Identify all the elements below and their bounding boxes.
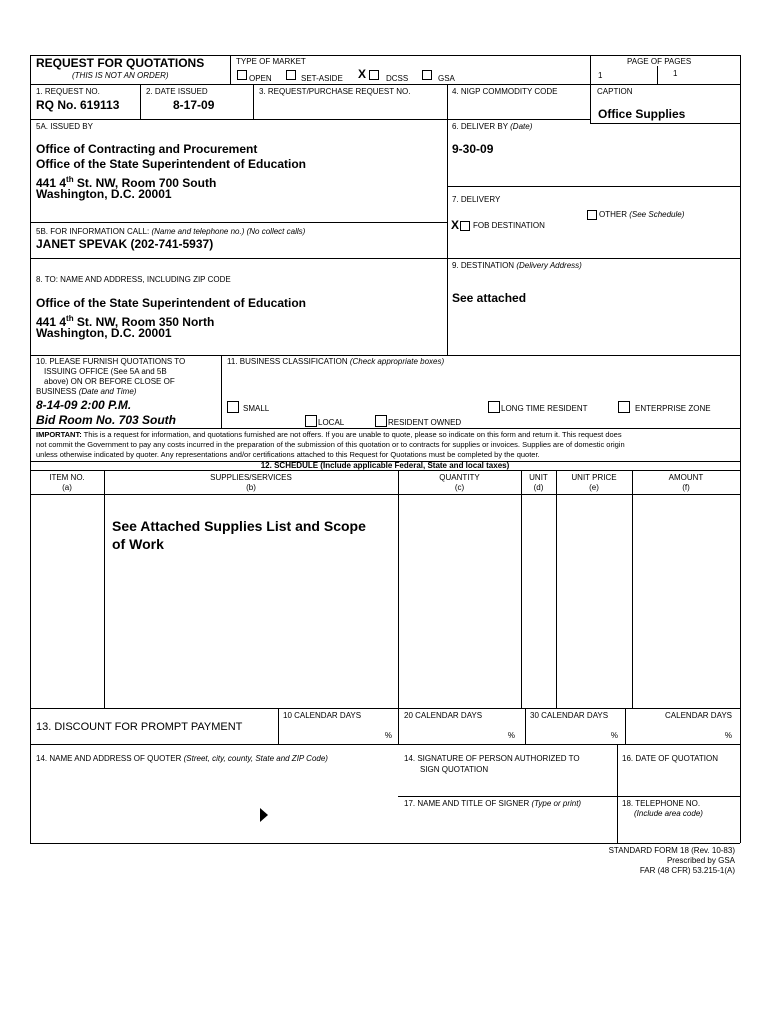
phone-label: 18. TELEPHONE NO.	[622, 799, 701, 808]
rule	[525, 708, 526, 744]
rule	[30, 258, 740, 259]
request-no-label: 1. REQUEST NO.	[36, 87, 100, 96]
rule	[140, 84, 141, 119]
rule	[625, 708, 626, 744]
delivery-label: 7. DELIVERY	[452, 195, 501, 204]
discount-30-days: 30 CALENDAR DAYS	[530, 711, 609, 720]
rule	[30, 428, 740, 429]
footer-line-1: STANDARD FORM 18 (Rev. 10-83)	[608, 846, 735, 855]
request-no: RQ No. 619113	[36, 98, 120, 112]
market-dcss-label: DCSS	[386, 74, 409, 83]
issued-by-line2: Office of the State Superintendent of Education	[36, 157, 307, 171]
class-resident-checkbox[interactable]	[375, 415, 387, 427]
delivery-other-checkbox[interactable]	[587, 210, 597, 220]
rule	[617, 744, 618, 843]
deliver-by-date: 9-30-09	[452, 142, 494, 156]
col-unit-sub: (d)	[533, 483, 544, 492]
rule	[590, 123, 740, 124]
caption-label: CAPTION	[597, 87, 633, 96]
rule	[657, 66, 658, 84]
quoter-label: 14. NAME AND ADDRESS OF QUOTER (Street, city, county, State and ZIP Code)	[36, 754, 328, 763]
issued-by-line1: Office of Contracting and Procurement	[36, 142, 258, 156]
market-setaside-checkbox[interactable]	[286, 70, 296, 80]
signature-label-2: SIGN QUOTATION	[420, 765, 489, 774]
rule	[740, 55, 741, 843]
purchase-request-label: 3. REQUEST/PURCHASE REQUEST NO.	[259, 87, 411, 96]
schedule-body-line1: See Attached Supplies List and Scope	[112, 518, 366, 534]
issued-by-line4: Washington, D.C. 20001	[36, 187, 172, 201]
phone-note: (Include area code)	[634, 809, 703, 818]
col-quantity-sub: (c)	[454, 483, 465, 492]
rule	[230, 55, 231, 84]
destination-label: 9. DESTINATION (Delivery Address)	[452, 261, 582, 270]
rule	[30, 55, 31, 843]
rule	[398, 796, 740, 797]
date-quotation-label: 16. DATE OF QUOTATION	[622, 754, 719, 763]
class-resident-label: RESIDENT OWNED	[388, 418, 462, 427]
page-of-pages-label: PAGE OF PAGES	[627, 57, 692, 66]
issued-by-label: 5A. ISSUED BY	[36, 122, 93, 131]
rule	[556, 470, 557, 708]
discount-10-days: 10 CALENDAR DAYS	[283, 711, 362, 720]
arrow-right-icon	[260, 808, 268, 822]
discount-label: 13. DISCOUNT FOR PROMPT PAYMENT	[36, 721, 243, 733]
signature-label-1: 14. SIGNATURE OF PERSON AUTHORIZED TO	[404, 754, 580, 763]
form-subtitle: (THIS IS NOT AN ORDER)	[72, 71, 169, 80]
rule	[632, 470, 633, 708]
delivery-other-label: OTHER (See Schedule)	[599, 210, 685, 219]
issued-by-line3: 441 4th St. NW, Room 700 South	[36, 175, 217, 190]
market-open-label: OPEN	[249, 74, 272, 83]
market-gsa-checkbox[interactable]	[422, 70, 432, 80]
form-title: REQUEST FOR QUOTATIONS	[36, 56, 205, 70]
to-line3: Washington, D.C. 20001	[36, 326, 172, 340]
class-small-checkbox[interactable]	[227, 401, 239, 413]
rule	[30, 744, 740, 745]
col-unit: UNIT	[529, 473, 548, 482]
col-unit-price-sub: (e)	[589, 483, 599, 492]
rule	[278, 708, 279, 744]
rule	[30, 355, 740, 356]
rule	[30, 84, 740, 85]
nigp-label: 4. NIGP COMMODITY CODE	[452, 87, 558, 96]
class-enterprise-checkbox[interactable]	[618, 401, 630, 413]
market-dcss-checkbox[interactable]	[369, 70, 379, 80]
class-local-checkbox[interactable]	[305, 415, 317, 427]
type-of-market-label: TYPE OF MARKET	[236, 57, 306, 66]
rule	[30, 843, 740, 844]
furnish-label-3: above) ON OR BEFORE CLOSE OF	[44, 377, 175, 386]
furnish-label-2: ISSUING OFFICE (See 5A and 5B	[44, 367, 167, 376]
furnish-room: Bid Room No. 703 South	[36, 413, 177, 427]
schedule-body-line2: of Work	[112, 536, 164, 552]
caption-value: Office Supplies	[598, 107, 686, 121]
market-open-checkbox[interactable]	[237, 70, 247, 80]
col-item: ITEM NO.	[49, 473, 85, 482]
page-number: 1	[598, 71, 603, 80]
schedule-title: 12. SCHEDULE (Include applicable Federal, State and local taxes)	[260, 461, 510, 470]
col-amount-sub: (f)	[682, 483, 690, 492]
rule	[521, 470, 522, 708]
furnish-label-1: 10. PLEASE FURNISH QUOTATIONS TO	[36, 357, 186, 366]
footer-line-3: FAR (48 CFR) 53.215-1(A)	[639, 866, 735, 875]
rule	[30, 222, 447, 223]
col-supplies: SUPPLIES/SERVICES	[210, 473, 292, 482]
furnish-date: 8-14-09 2:00 P.M.	[36, 398, 132, 412]
delivery-fob-mark: X	[451, 218, 460, 232]
market-gsa-label: GSA	[438, 74, 455, 83]
class-longtime-label: LONG TIME RESIDENT	[501, 404, 588, 413]
col-quantity: QUANTITY	[439, 473, 480, 482]
info-call-label: 5B. FOR INFORMATION CALL: (Name and telephone no.) (No collect calls)	[36, 227, 306, 236]
to-line1: Office of the State Superintendent of Education	[36, 296, 307, 310]
delivery-fob-checkbox[interactable]	[460, 221, 470, 231]
rule	[590, 55, 591, 123]
discount-30-pct: %	[610, 731, 618, 740]
rule	[30, 119, 590, 120]
col-unit-price: UNIT PRICE	[571, 473, 617, 482]
deliver-by-label: 6. DELIVER BY (Date)	[452, 122, 533, 131]
to-line2: 441 4th St. NW, Room 350 North	[36, 314, 215, 329]
rule	[221, 355, 222, 428]
important-line-3: unless otherwise indicated by quoter. Any representations and/or certifications attached to this Request for Quotations must be completed by the quoter.	[36, 450, 540, 459]
class-enterprise-label: ENTERPRISE ZONE	[635, 404, 711, 413]
furnish-label-4: BUSINESS (Date and Time)	[36, 387, 137, 396]
rule	[398, 470, 399, 744]
rule	[447, 84, 448, 355]
info-call-contact: JANET SPEVAK (202-741-5937)	[36, 237, 214, 251]
col-amount: AMOUNT	[668, 473, 704, 482]
important-line-2: not commit the Government to pay any costs incurred in the preparation of the submission of this quotation or to contracts for supplies or invoices. Supplies are of domestic origin	[36, 440, 625, 449]
date-issued: 8-17-09	[173, 98, 215, 112]
destination-value: See attached	[452, 291, 527, 305]
rule	[447, 186, 740, 187]
footer-line-2: Prescribed by GSA	[666, 856, 735, 865]
col-supplies-sub: (b)	[246, 483, 256, 492]
discount-20-pct: %	[507, 731, 515, 740]
col-item-sub: (a)	[62, 483, 72, 492]
important-line-1: IMPORTANT: This is a request for information, and quotations furnished are not offers. If you are unable to quote, please so indicate on this form and return it. This request does	[36, 430, 622, 439]
date-issued-label: 2. DATE ISSUED	[146, 87, 208, 96]
class-small-label: SMALL	[243, 404, 270, 413]
rule	[104, 470, 105, 708]
rule	[253, 84, 254, 119]
business-class-label: 11. BUSINESS CLASSIFICATION (Check appropriate boxes)	[227, 357, 445, 366]
discount-20-days: 20 CALENDAR DAYS	[404, 711, 483, 720]
to-label: 8. TO: NAME AND ADDRESS, INCLUDING ZIP CODE	[36, 275, 231, 284]
discount-cal-days: CALENDAR DAYS	[665, 711, 732, 720]
class-longtime-checkbox[interactable]	[488, 401, 500, 413]
discount-10-pct: %	[384, 731, 392, 740]
pages-count: 1	[673, 69, 678, 78]
market-dcss-mark: X	[358, 67, 367, 81]
rule	[30, 494, 740, 495]
class-local-label: LOCAL	[318, 418, 345, 427]
delivery-fob-label: FOB DESTINATION	[473, 221, 545, 230]
rule	[30, 708, 740, 709]
signer-label: 17. NAME AND TITLE OF SIGNER (Type or print)	[404, 799, 582, 808]
market-setaside-label: SET-ASIDE	[301, 74, 343, 83]
discount-cal-pct: %	[724, 731, 732, 740]
